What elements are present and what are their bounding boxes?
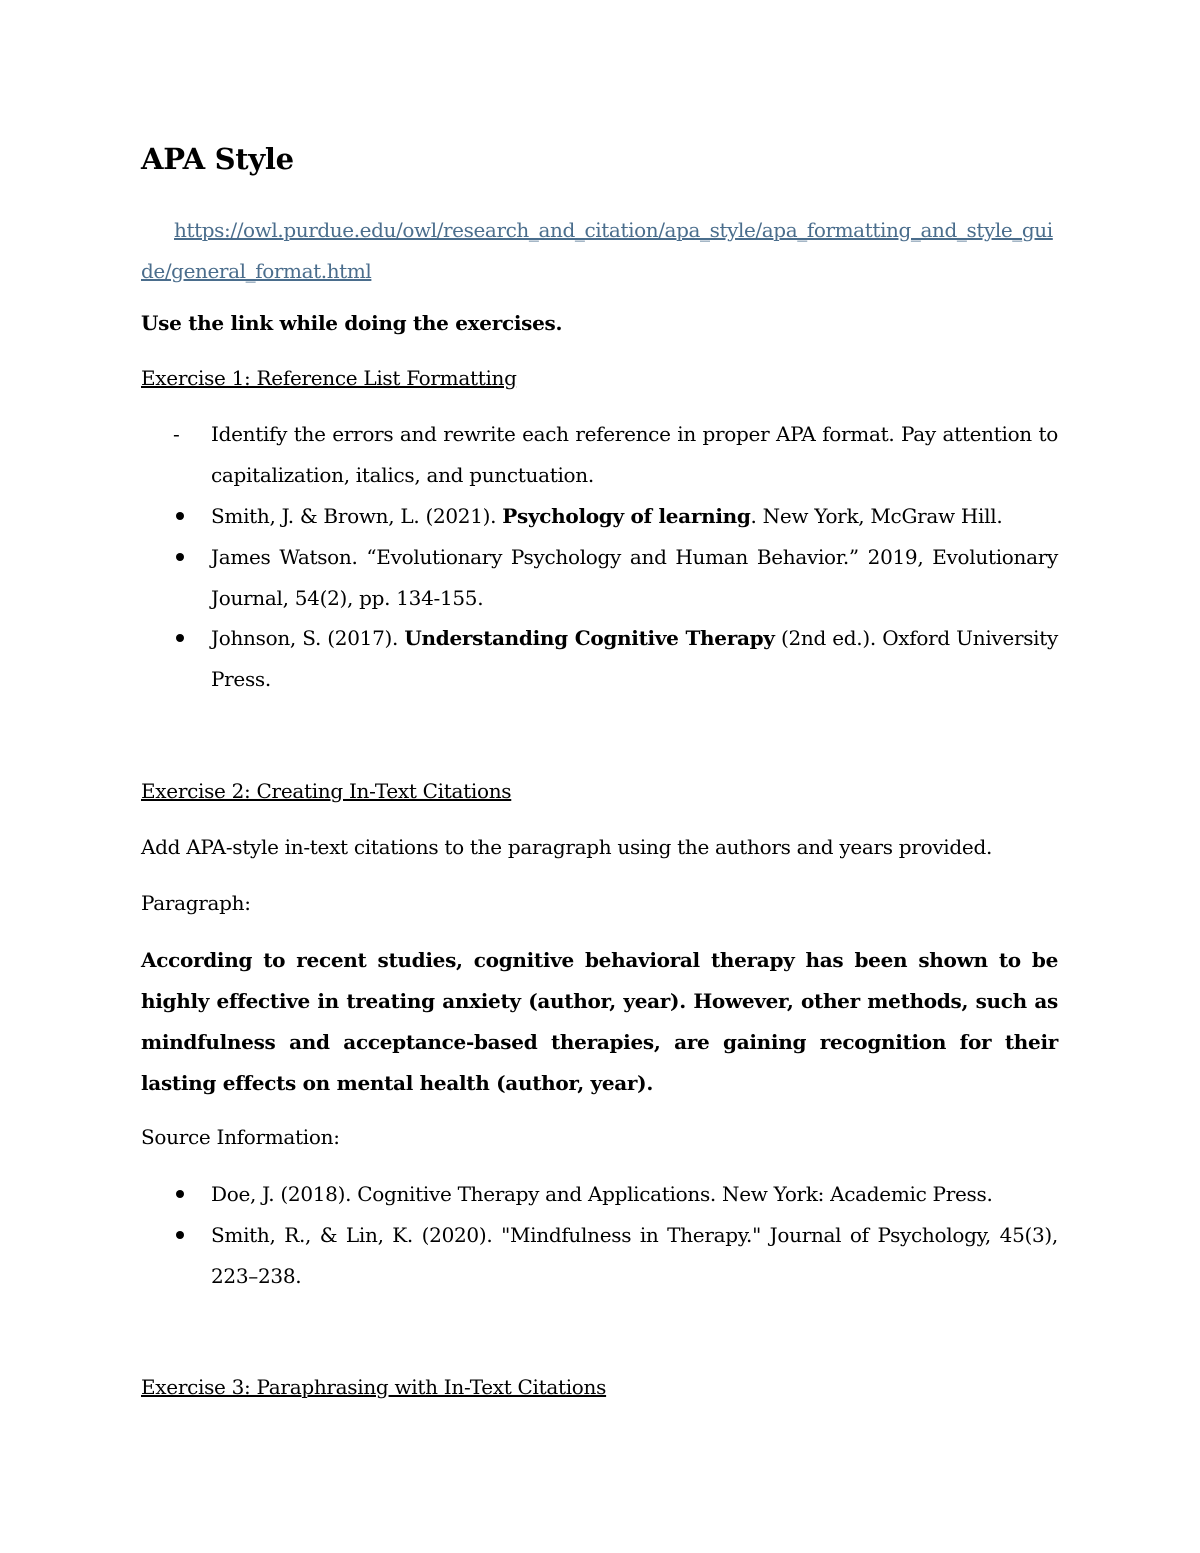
citation-paragraph: According to recent studies, cognitive behavioral therapy has been shown to be highly effective in treating anxiety (author, year). However, other methods, such as mindfulness and acceptance-based therapies, are gaining recognition for their lasting effects on mental health (author, year). [141,948,1058,1095]
instruction-text: Use the link while doing the exercises. [141,311,563,335]
bullet-icon [176,1231,184,1239]
source-label: Source Information: [141,1125,340,1149]
exercise-1-intro: Identify the errors and rewrite each reference in proper APA format. Pay attention to capitalization, italics, and punctuation. [211,422,1058,487]
reference-item-1: Smith, J. & Brown, L. (2021). Psychology of learning. New York, McGraw Hill. [211,504,1003,528]
bullet-icon [176,553,184,561]
dash-marker: - [173,422,180,446]
reference-item-2: James Watson. “Evolutionary Psychology and Human Behavior.” 2019, Evolutionary Journal, 54(2), pp. 134-155. [211,545,1058,610]
bullet-icon [176,634,184,642]
exercise-2-heading: Exercise 2: Creating In-Text Citations [141,779,512,803]
exercise-1-heading: Exercise 1: Reference List Formatting [141,366,517,390]
owl-purdue-link[interactable]: https://owl.purdue.edu/owl/research_and_citation/apa_style/apa_formatting_and_style_guide/general_format.html [141,218,1053,283]
source-item-2: Smith, R., & Lin, K. (2020). "Mindfulness in Therapy." Journal of Psychology, 45(3), 223–238. [211,1223,1058,1288]
exercise-2-instruction: Add APA-style in-text citations to the paragraph using the authors and years provided. [141,835,993,859]
paragraph-label: Paragraph: [141,891,251,915]
bullet-icon [176,1190,184,1198]
bullet-icon [176,512,184,520]
exercise-3-heading: Exercise 3: Paraphrasing with In-Text Citations [141,1375,607,1399]
page-title: APA Style [141,142,294,176]
reference-item-3: Johnson, S. (2017). Understanding Cognitive Therapy (2nd ed.). Oxford University Press. [211,626,1059,691]
source-item-1: Doe, J. (2018). Cognitive Therapy and Applications. New York: Academic Press. [211,1182,993,1206]
